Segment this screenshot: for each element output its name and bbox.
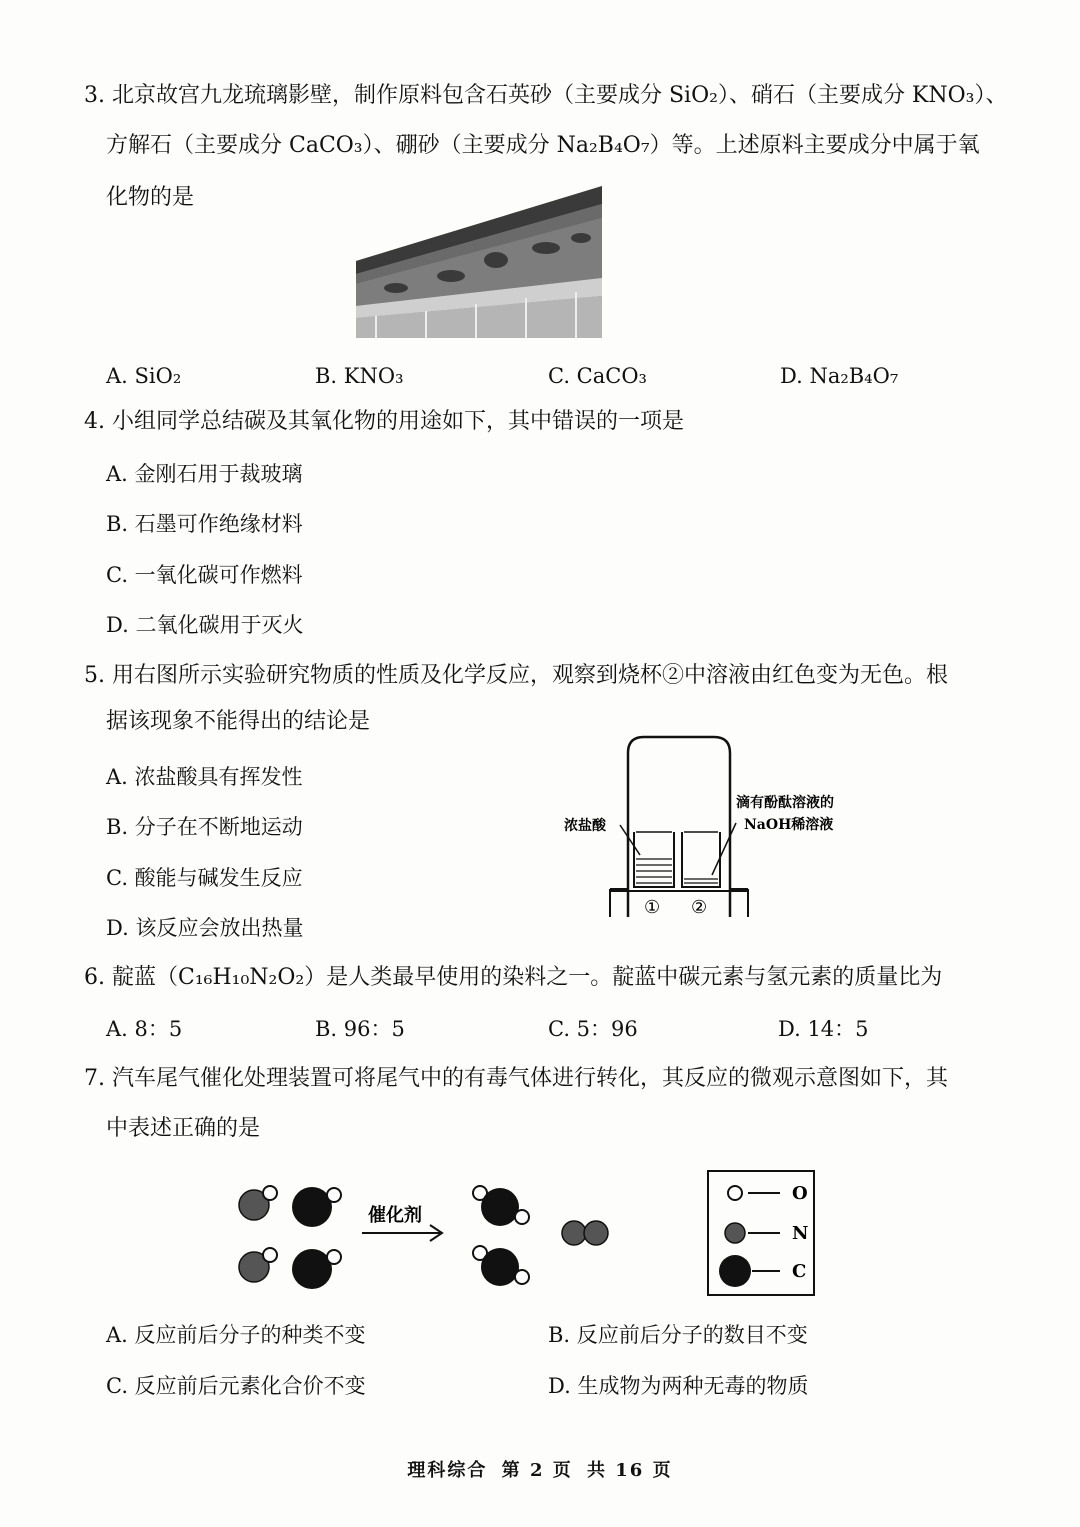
q3-option-a[interactable]: A. SiO₂ [106, 364, 182, 388]
q4-option-c[interactable]: C. 一氧化碳可作燃料 [106, 563, 303, 587]
page-footer [0, 1456, 1080, 1482]
q3-line1: 3. 北京故宫九龙琉璃影壁，制作原料包含石英砂（主要成分 SiO₂）、硝石（主要成分 KNO₃）、 [84, 83, 1008, 108]
n2-molecule [562, 1221, 608, 1245]
q4-stem: 4. 小组同学总结碳及其氧化物的用途如下，其中错误的一项是 [84, 409, 684, 434]
q4-option-a[interactable]: A. 金刚石用于裁玻璃 [106, 462, 303, 486]
q4-option-b[interactable]: B. 石墨可作绝缘材料 [106, 512, 303, 536]
co-molecule [292, 1249, 341, 1289]
footer-page: 第 2 页 [501, 1460, 573, 1481]
legend-box [708, 1171, 814, 1295]
legend-o: O [792, 1183, 808, 1204]
q6-option-c[interactable]: C. 5：96 [548, 1017, 638, 1041]
q6-option-d[interactable]: D. 14：5 [778, 1017, 869, 1041]
label-phenolphthalein: 滴有酚酞溶液的 [736, 795, 834, 811]
beaker-1-label: ① [644, 897, 661, 918]
q4-option-d[interactable]: D. 二氧化碳用于灭火 [106, 613, 304, 637]
label-conc-hcl: 浓盐酸 [564, 818, 606, 834]
q5-experiment-figure [560, 735, 880, 925]
q7-line1: 7. 汽车尾气催化处理装置可将尾气中的有毒气体进行转化，其反应的微观示意图如下，其 [84, 1066, 948, 1091]
q7-line2: 中表述正确的是 [106, 1116, 261, 1141]
q7-reaction-diagram [230, 1165, 830, 1305]
q5-option-a[interactable]: A. 浓盐酸具有挥发性 [106, 765, 303, 789]
co2-molecule [473, 1186, 529, 1226]
q6-stem: 6. 靛蓝（C₁₆H₁₀N₂O₂）是人类最早使用的染料之一。靛蓝中碳元素与氢元素的质量比为 [84, 965, 943, 990]
catalyst-label: 催化剂 [368, 1205, 422, 1226]
q3-line3: 化物的是 [106, 185, 195, 210]
co2-molecule [473, 1246, 529, 1286]
q5-option-c[interactable]: C. 酸能与碱发生反应 [106, 866, 303, 890]
q5-line1: 5. 用右图所示实验研究物质的性质及化学反应，观察到烧杯②中溶液由红色变为无色。根 [84, 663, 948, 688]
q5-line2: 据该现象不能得出的结论是 [106, 709, 371, 734]
q3-option-b[interactable]: B. KNO₃ [315, 364, 404, 388]
q3-option-d[interactable]: D. Na₂B₄O₇ [780, 364, 899, 388]
q3-option-c[interactable]: C. CaCO₃ [548, 364, 647, 388]
q5-option-b[interactable]: B. 分子在不断地运动 [106, 815, 303, 839]
footer-subject: 理科综合 [407, 1460, 488, 1481]
beaker-2-label: ② [691, 897, 708, 918]
q7-option-d[interactable]: D. 生成物为两种无毒的物质 [548, 1374, 809, 1398]
q6-option-b[interactable]: B. 96：5 [315, 1017, 405, 1041]
q3-line2: 方解石（主要成分 CaCO₃）、硼砂（主要成分 Na₂B₄O₇）等。上述原料主要成分中属于氧 [106, 133, 980, 158]
no-molecule [239, 1186, 277, 1220]
no-molecule [239, 1248, 277, 1282]
legend-c: C [792, 1261, 807, 1282]
footer-total: 共 16 页 [587, 1460, 673, 1481]
label-naoh: NaOH稀溶液 [744, 817, 834, 833]
q7-option-a[interactable]: A. 反应前后分子的种类不变 [106, 1323, 366, 1347]
q7-option-c[interactable]: C. 反应前后元素化合价不变 [106, 1374, 366, 1398]
q5-option-d[interactable]: D. 该反应会放出热量 [106, 916, 304, 940]
q6-option-a[interactable]: A. 8：5 [106, 1017, 183, 1041]
legend-n: N [792, 1223, 809, 1244]
q7-option-b[interactable]: B. 反应前后分子的数目不变 [548, 1323, 808, 1347]
co-molecule [292, 1187, 341, 1227]
nine-dragon-wall-photo [356, 186, 602, 338]
